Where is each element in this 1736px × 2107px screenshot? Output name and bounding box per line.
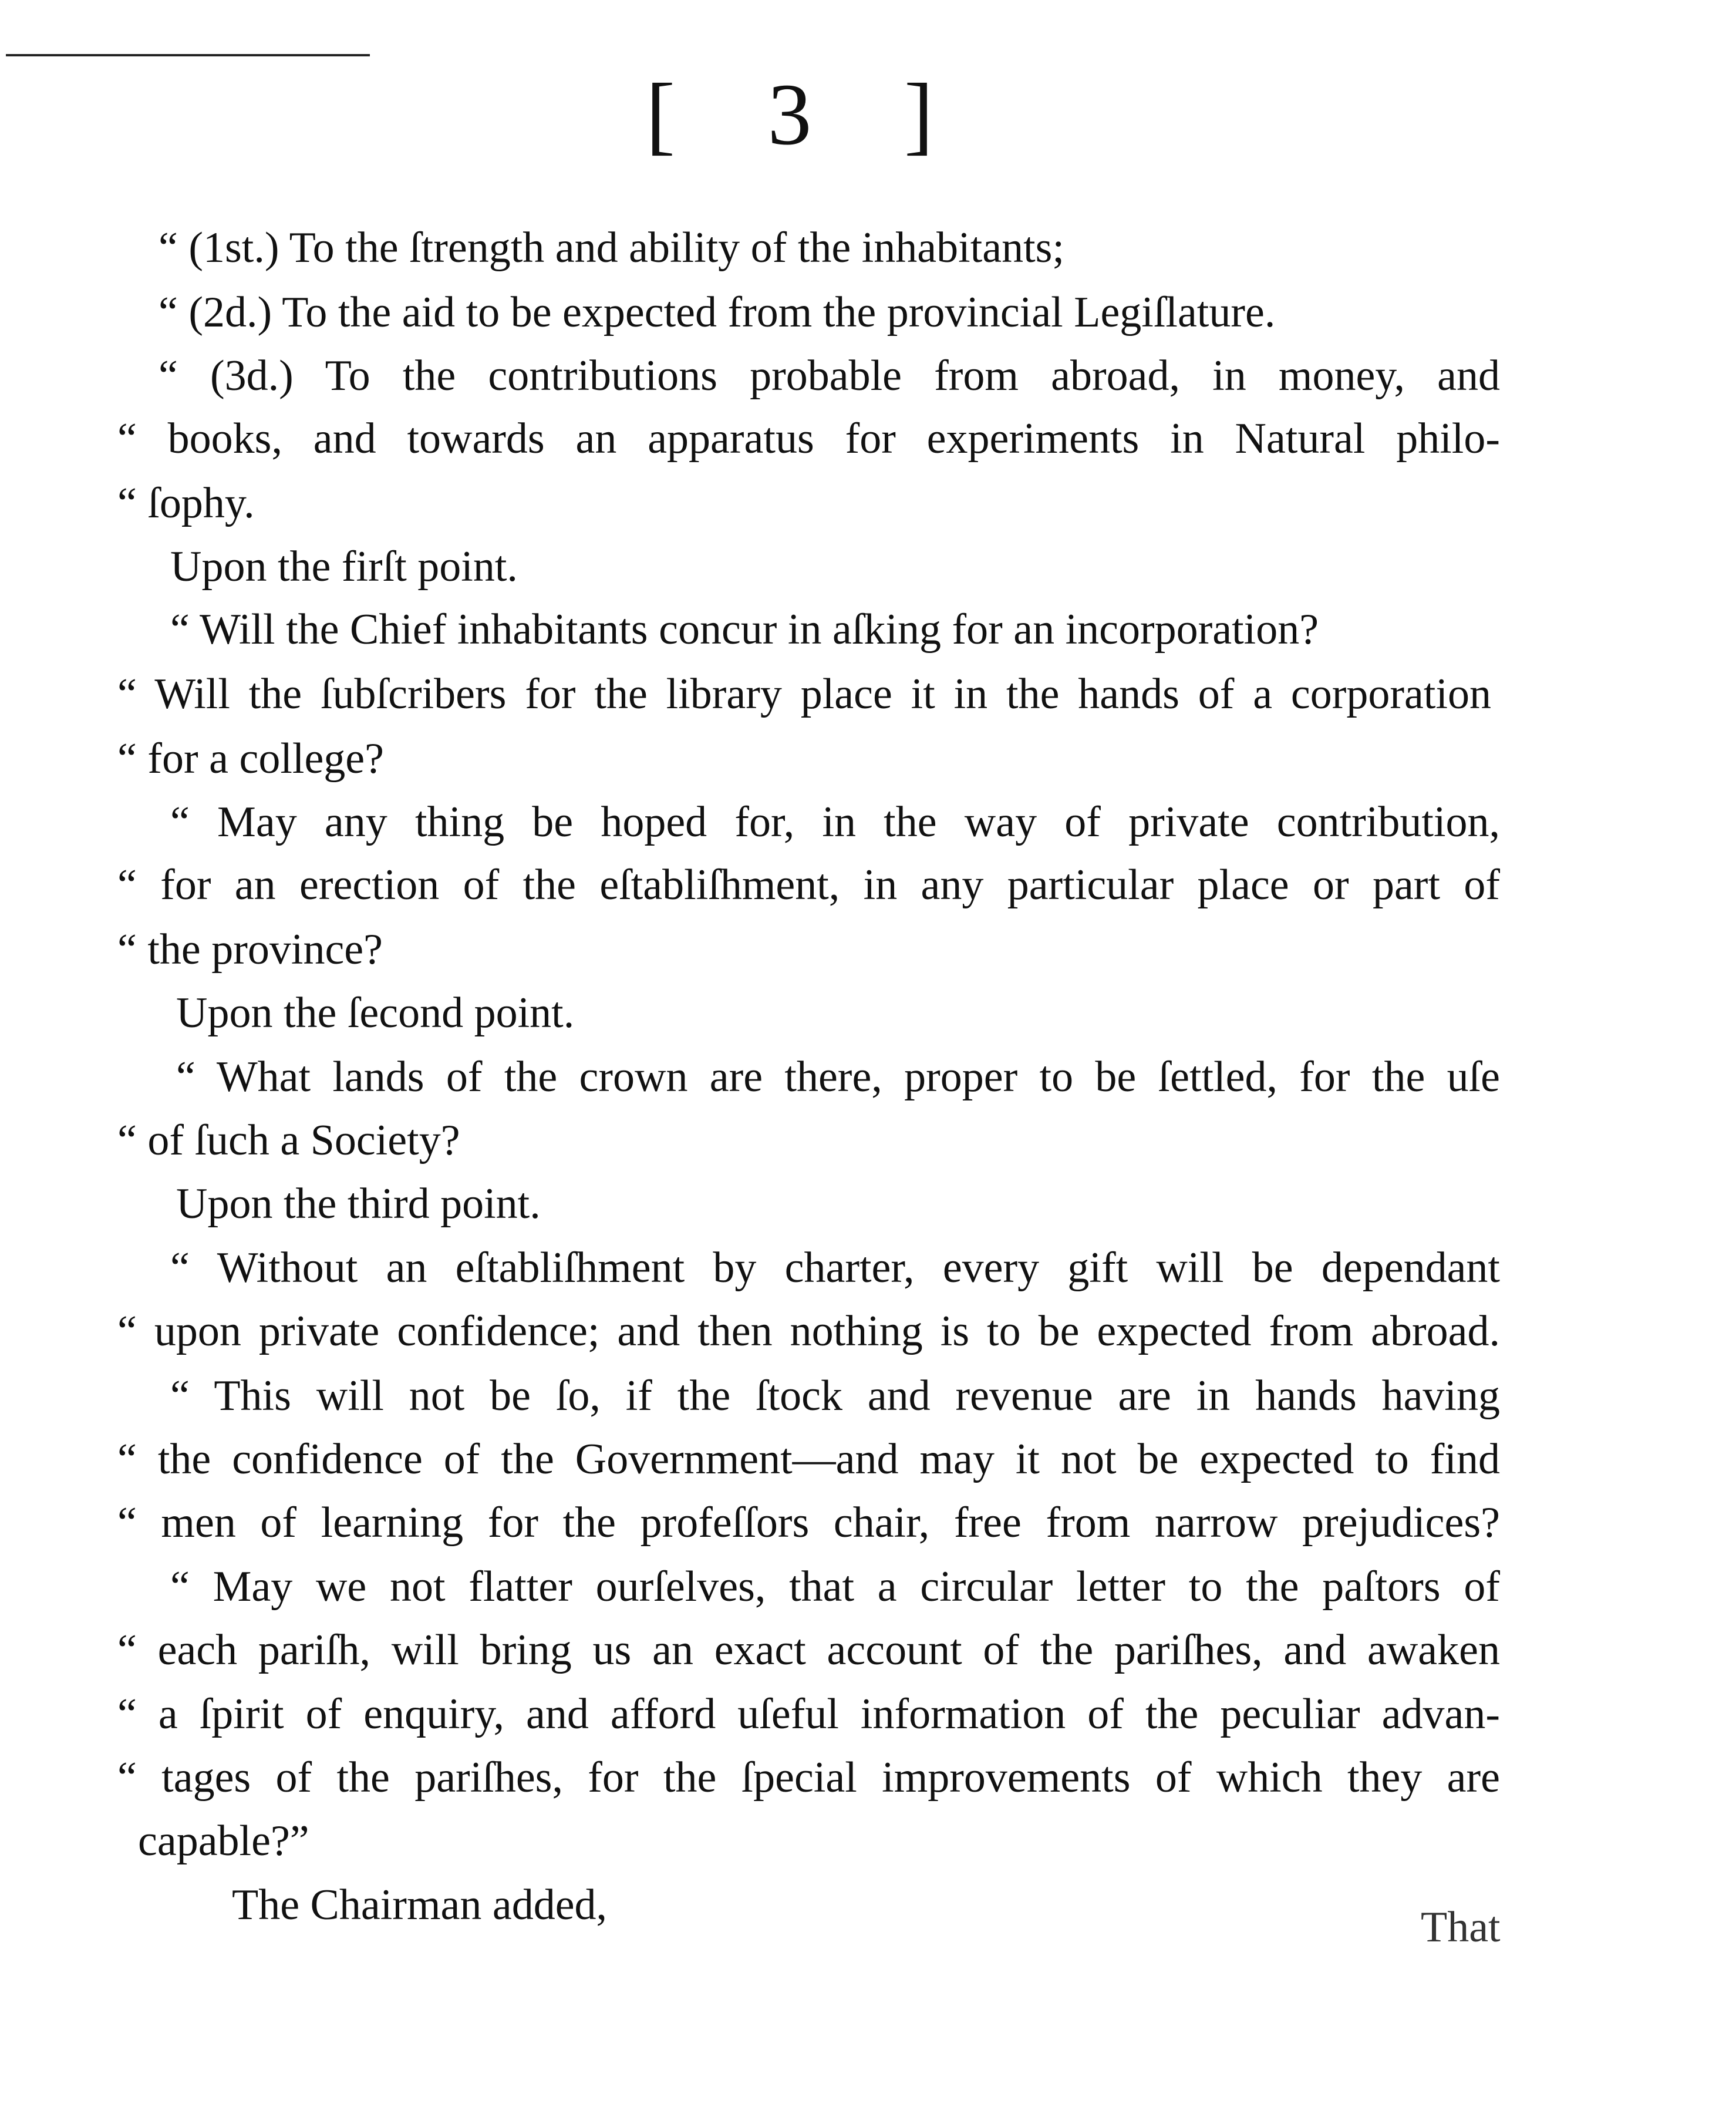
page-number: [ 3 ] <box>646 66 969 163</box>
text-line: Upon the ſecond point. <box>176 989 575 1037</box>
text-line: The Chairman added, <box>232 1881 608 1929</box>
text-line: “ books, and towards an apparatus for experiments in Natural philo- <box>117 415 1500 463</box>
text-line: “ a ſpirit of enquiry, and afford uſeful information of the peculiar advan- <box>117 1690 1500 1738</box>
text-line: “ Will the Chief inhabitants concur in aſking for an incorporation? <box>170 605 1319 654</box>
text-line: “ (2d.) To the aid to be expected from the provincial Legiſlature. <box>159 288 1276 336</box>
text-line: “ What lands of the crown are there, proper to be ſettled, for the uſe <box>176 1053 1500 1101</box>
text-line: “ upon private confidence; and then nothing is to be expected from abroad. <box>117 1307 1500 1355</box>
text-line: capable?” <box>138 1817 309 1865</box>
text-line: “ (3d.) To the contributions probable from abroad, in money, and <box>159 352 1500 400</box>
text-line: “ for a college? <box>117 735 384 783</box>
text-line: “ Without an eſtabliſhment by charter, every gift will be dependant <box>170 1244 1500 1292</box>
text-line: Upon the firſt point. <box>170 543 518 591</box>
text-line: “ (1st.) To the ſtrength and ability of the inhabitants; <box>159 224 1065 272</box>
text-line: “ of ſuch a Society? <box>117 1116 460 1164</box>
text-line: “ This will not be ſo, if the ſtock and revenue are in hands having <box>170 1372 1500 1420</box>
text-line: “ each pariſh, will bring us an exact account of the pariſhes, and awaken <box>117 1626 1500 1674</box>
text-line: “ Will the ſubſcribers for the library place it in the hands of a corporation <box>117 670 1491 718</box>
text-line: Upon the third point. <box>176 1180 541 1228</box>
text-line: “ the province? <box>117 925 383 974</box>
text-line: “ May any thing be hoped for, in the way of private contribution, <box>170 798 1500 846</box>
text-line: “ tages of the pariſhes, for the ſpecial improvements of which they are <box>117 1753 1500 1802</box>
text-line: “ ſophy. <box>117 479 255 527</box>
text-line: “ the confidence of the Government—and may it not be expected to find <box>117 1435 1500 1483</box>
text-line: “ men of learning for the profeſſors chair, free from narrow prejudices? <box>117 1499 1500 1547</box>
text-line: “ for an erection of the eſtabliſhment, in any particular place or part of <box>117 861 1500 909</box>
text-line: “ May we not flatter ourſelves, that a circular letter to the paſtors of <box>170 1563 1500 1611</box>
top-rule <box>6 54 370 56</box>
catchword: That <box>1421 1903 1501 1951</box>
